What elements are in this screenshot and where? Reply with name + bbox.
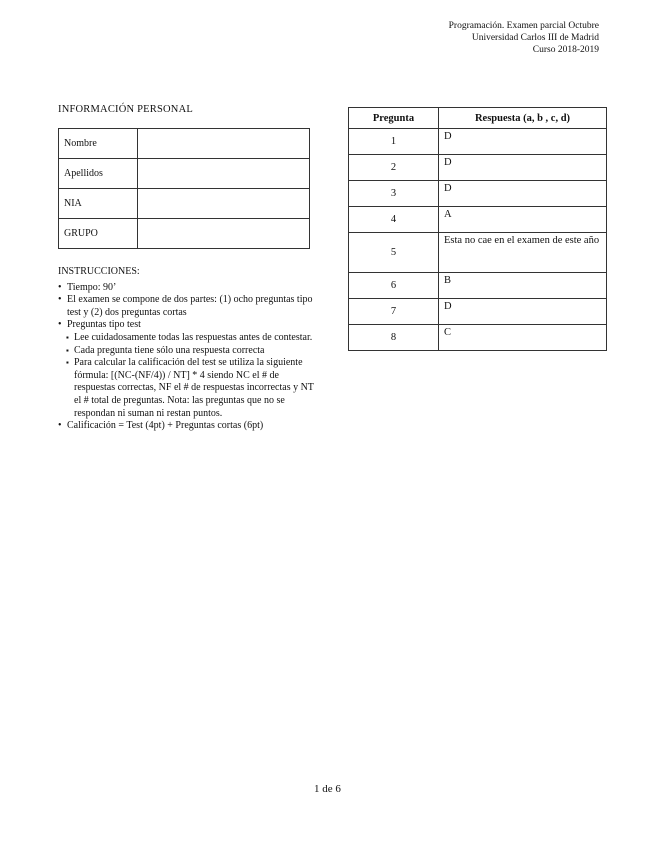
header-course-title: Programación. Examen parcial Octubre	[448, 21, 599, 31]
surname-field[interactable]	[138, 159, 310, 189]
instruction-test-heading	[58, 319, 314, 332]
answer-cell[interactable]: A	[439, 207, 607, 233]
question-number: 2	[349, 155, 439, 181]
table-row	[349, 207, 607, 233]
question-number: 3	[349, 181, 439, 207]
instruction-single-answer: ▪ Cada pregunta tiene sólo una respuesta correcta	[58, 345, 314, 358]
instruction-parts: • El examen se compone de dos partes: (1) ocho preguntas tipo test y (2) dos preguntas cortas	[58, 294, 314, 319]
table-row	[349, 325, 607, 351]
group-label: GRUPO	[59, 219, 138, 249]
answer-cell[interactable]: D	[439, 155, 607, 181]
instruction-read-carefully: ▪ Lee cuidadosamente todas las respuestas antes de contestar.	[58, 332, 314, 345]
answer-cell[interactable]: D	[439, 129, 607, 155]
personal-row-name	[59, 129, 310, 159]
table-row	[349, 233, 607, 273]
answer-column-header: Respuesta (a, b , c, d)	[439, 108, 607, 129]
question-number: 1	[349, 129, 439, 155]
personal-info-title: INFORMACIÓN PERSONAL	[58, 104, 193, 115]
question-column-header: Pregunta	[349, 108, 439, 129]
instruction-formula: ▪ Para calcular la calificación del test se utiliza la siguiente fórmula: [(NC-(NF/4)) / NT] * 4 siendo NC el # de respuestas correctas, NF el # de respuestas incorrectas y NT el # total de preguntas. Nota: las preguntas que no se respondan ni suman ni restan puntos.	[58, 357, 314, 420]
question-number: 4	[349, 207, 439, 233]
page-header	[449, 20, 599, 56]
instructions-list	[58, 282, 314, 332]
instructions-title: INSTRUCCIONES:	[58, 266, 140, 277]
nia-field[interactable]	[138, 189, 310, 219]
group-field[interactable]	[138, 219, 310, 249]
header-academic-year: Curso 2018-2019	[532, 45, 599, 55]
personal-row-group	[59, 219, 310, 249]
instruction-test-label: Preguntas tipo test	[67, 319, 141, 331]
header-university: Universidad Carlos III de Madrid	[471, 33, 599, 43]
answers-header-row	[349, 108, 607, 129]
instructions-section	[58, 266, 314, 433]
question-number: 7	[349, 299, 439, 325]
instructions-list-end	[58, 420, 314, 433]
personal-row-nia	[59, 189, 310, 219]
answer-cell[interactable]: D	[439, 181, 607, 207]
answer-cell[interactable]: Esta no cae en el examen de este año	[439, 233, 607, 273]
question-number: 8	[349, 325, 439, 351]
table-row	[349, 299, 607, 325]
nia-label: NIA	[59, 189, 138, 219]
name-field[interactable]	[138, 129, 310, 159]
instructions-test-sublist	[58, 332, 314, 420]
answer-cell[interactable]: D	[439, 299, 607, 325]
table-row	[349, 181, 607, 207]
table-row	[349, 129, 607, 155]
personal-info-table	[58, 128, 310, 249]
instruction-time: • Tiempo: 90’	[58, 282, 314, 295]
answers-table	[348, 107, 607, 351]
question-number: 5	[349, 233, 439, 273]
instruction-grading: • Calificación = Test (4pt) + Preguntas cortas (6pt)	[58, 420, 314, 433]
table-row	[349, 155, 607, 181]
table-row	[349, 273, 607, 299]
page-number: 1 de 6	[314, 783, 341, 795]
answer-cell[interactable]: B	[439, 273, 607, 299]
question-number: 6	[349, 273, 439, 299]
surname-label: Apellidos	[59, 159, 138, 189]
name-label: Nombre	[59, 129, 138, 159]
personal-row-surname	[59, 159, 310, 189]
answer-cell[interactable]: C	[439, 325, 607, 351]
